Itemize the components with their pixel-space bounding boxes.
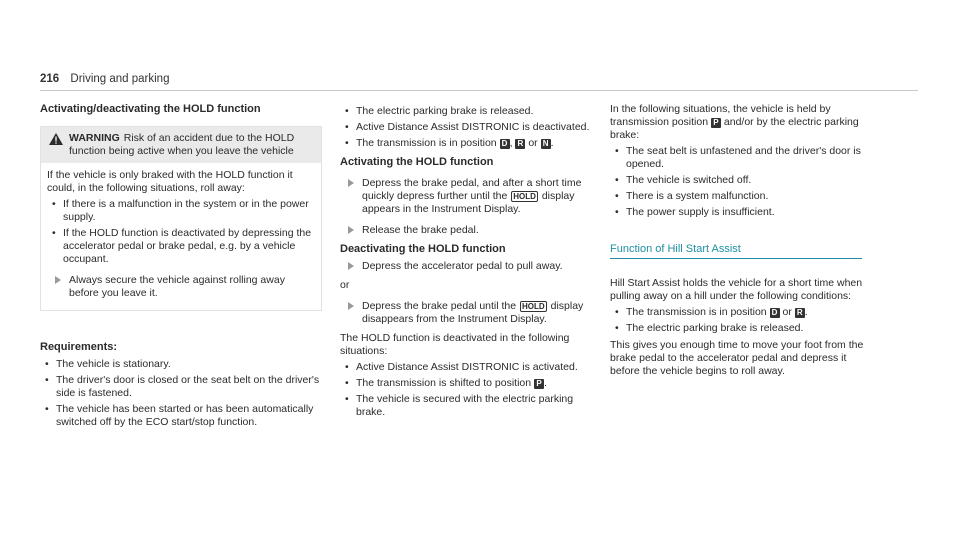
list-item: • The vehicle has been started or has been automatically switched off by the ECO start/stop function. <box>40 403 322 429</box>
chapter-title: Driving and parking <box>70 73 170 85</box>
list-item: • The power supply is insufficient. <box>610 206 868 219</box>
list-item: • The transmission is in position D , R or N . <box>340 137 596 150</box>
list-item: • If there is a malfunction in the system or in the power supply. <box>47 198 315 224</box>
deactivating-title: Deactivating the HOLD function <box>340 243 506 255</box>
hill-start-outro: This gives you enough time to move your foot from the brake pedal to the accelerator pedal and depress it before the vehicle begins to roll away. <box>610 339 864 377</box>
list-item: • The driver's door is closed or the seat belt on the driver's side is fastened. <box>40 374 322 400</box>
warning-list <box>47 198 315 266</box>
page-header <box>40 73 169 86</box>
step-arrow-icon <box>348 179 354 187</box>
step-arrow-icon <box>348 262 354 270</box>
list-item: • The seat belt is unfastened and the driver's door is opened. <box>610 145 868 171</box>
list-item: • Active Distance Assist DISTRONIC is activated. <box>340 361 596 374</box>
requirements-title: Requirements: <box>40 341 118 353</box>
activating-title: Activating the HOLD function <box>340 156 494 168</box>
step-text: Always secure the vehicle against rolling away before you leave it. <box>69 274 285 299</box>
gear-r-icon: R <box>795 308 805 318</box>
hill-start-list <box>610 306 868 335</box>
deactivating-step-2: Depress the brake pedal until the HOLD display disappears from the Instrument Display. <box>340 300 596 326</box>
step-arrow-icon <box>348 302 354 310</box>
activating-step-2: Release the brake pedal. <box>340 224 596 237</box>
auto-deactivation-list <box>340 361 596 419</box>
warning-body <box>41 163 321 310</box>
spacer <box>610 223 868 243</box>
column-1 <box>40 103 322 433</box>
gear-r-icon: R <box>515 139 525 149</box>
list-item: • The vehicle is switched off. <box>610 174 868 187</box>
gear-n-icon: N <box>541 139 551 149</box>
deactivating-step-1: Depress the accelerator pedal to pull away. <box>340 260 596 273</box>
gear-p-icon: P <box>534 379 544 389</box>
step-arrow-icon <box>55 276 61 284</box>
held-intro: In the following situations, the vehicle is held by transmission position P and/or by the electric parking brake: <box>610 103 859 141</box>
auto-deactivation-intro: The HOLD function is deactivated in the following situations: <box>340 332 570 357</box>
gear-d-icon: D <box>770 308 780 318</box>
header-divider <box>40 90 918 91</box>
column-3 <box>610 103 868 381</box>
column-2 <box>340 103 596 423</box>
warning-step <box>47 274 315 300</box>
requirements-list-continued <box>340 105 596 150</box>
step-arrow-icon <box>348 226 354 234</box>
requirements-list <box>40 358 322 429</box>
or-text: or <box>340 279 350 291</box>
warning-intro: If the vehicle is only braked with the HOLD function it could, in the following situations, roll away: <box>47 169 293 194</box>
gear-p-icon: P <box>711 118 721 128</box>
spacer <box>40 321 322 335</box>
section-title-hold: Activating/deactivating the HOLD function <box>40 103 261 115</box>
list-item: • The electric parking brake is released. <box>340 105 596 118</box>
hold-symbol-icon: HOLD <box>513 192 536 201</box>
warning-label: WARNING <box>69 132 120 144</box>
list-item: • The electric parking brake is released. <box>610 322 868 335</box>
hill-start-title: Function of Hill Start Assist <box>610 243 862 259</box>
warning-head-text: Risk of an accident due to the HOLD function being active when you leave the vehicle <box>69 132 295 157</box>
page-number: 216 <box>40 73 60 85</box>
activating-step-1: Depress the brake pedal, and after a short time quickly depress further until the HOLD display appears in the Instrument Display. <box>340 177 596 216</box>
warning-header <box>41 127 321 163</box>
list-item: • The vehicle is secured with the electric parking brake. <box>340 393 596 419</box>
gear-d-icon: D <box>500 139 510 149</box>
warning-box <box>40 126 322 311</box>
list-item: • The vehicle is stationary. <box>40 358 322 371</box>
hill-start-intro: Hill Start Assist holds the vehicle for a short time when pulling away on a hill under the following conditions: <box>610 277 863 302</box>
held-list <box>610 145 868 219</box>
list-item: • The transmission is shifted to position P . <box>340 377 596 390</box>
warning-triangle-icon <box>49 133 63 145</box>
list-item: • The transmission is in position D or R . <box>610 306 868 319</box>
list-item: • There is a system malfunction. <box>610 190 868 203</box>
list-item: • Active Distance Assist DISTRONIC is deactivated. <box>340 121 596 134</box>
hold-symbol-icon: HOLD <box>522 302 545 311</box>
list-item: • If the HOLD function is deactivated by depressing the accelerator pedal or brake pedal, e.g. by a vehicle occupant. <box>47 227 315 266</box>
